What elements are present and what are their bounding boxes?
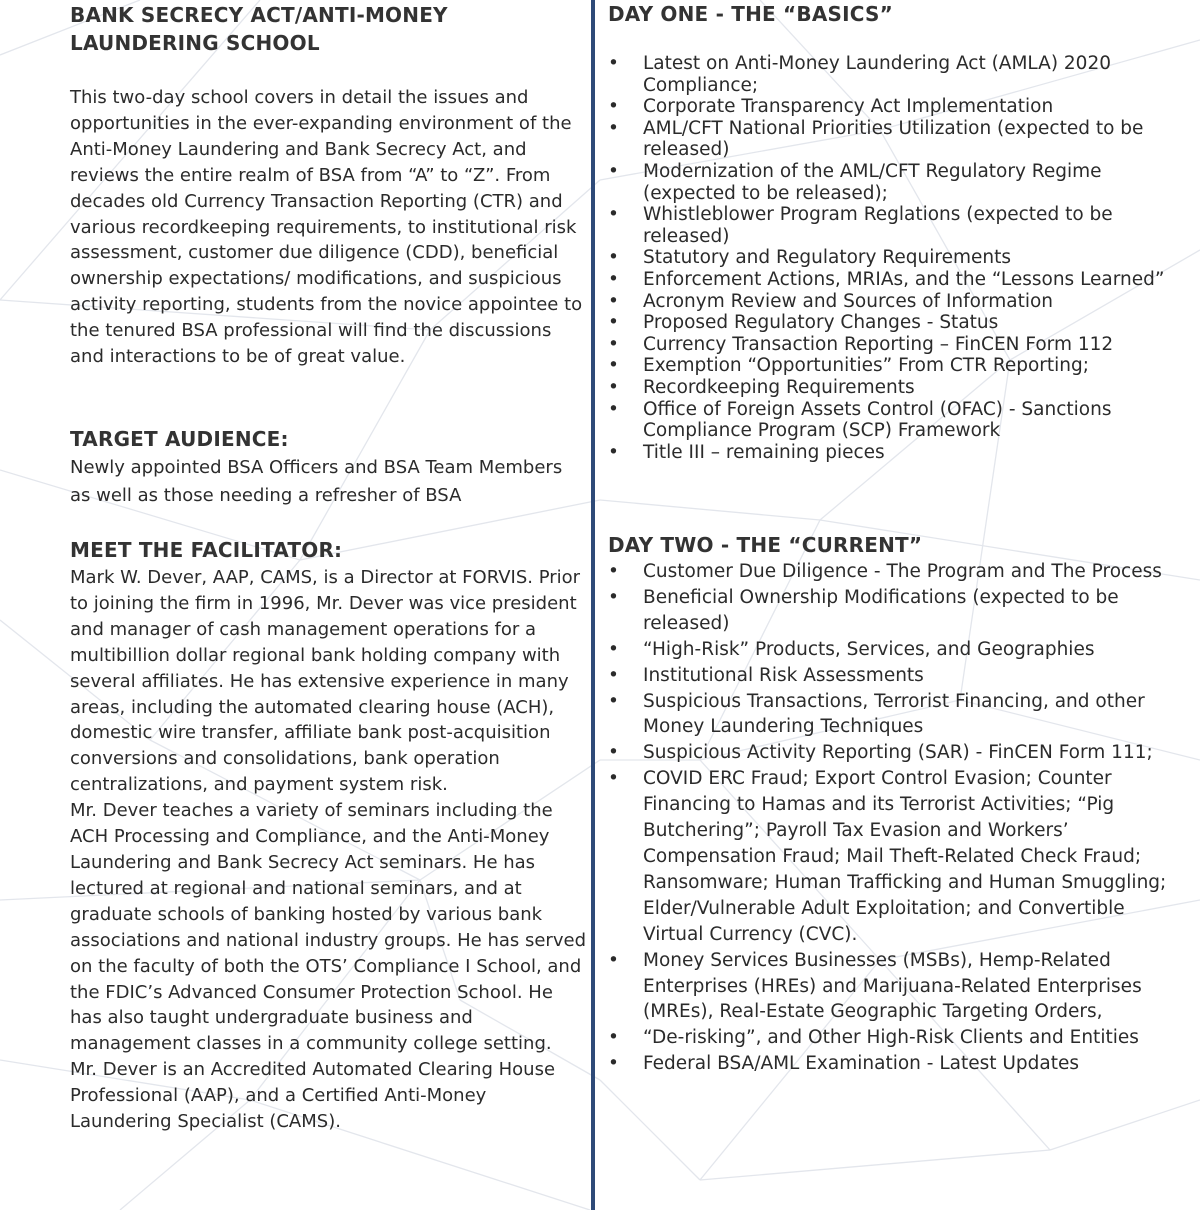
list-item-text: Title III – remaining pieces (643, 441, 885, 463)
bullet-icon: • (608, 247, 619, 269)
facilitator-paragraph-2: Mr. Dever teaches a variety of seminars including the ACH Processing and Compliance, and the Anti-Money Laundering and Bank Secrecy Act seminars. He has lectured at regional and national seminars, and at graduate schools of banking hosted by various bank associations and national industry groups. He has served on the faculty of both the OTS’ Compliance I School, and the FDIC’s Advanced Consumer Protection School. He has also taught undergraduate business and management classes in a community college setting. (70, 800, 586, 1055)
list-item-text: Statutory and Regulatory Requirements (643, 247, 1011, 269)
list-item (608, 291, 1168, 313)
list-item-text: Recordkeeping Requirements (643, 376, 915, 398)
list-item-text: COVID ERC Fraud; Export Control Evasion; Counter Financing to Hamas and its Terrorist Activities; “Pig Butchering”; Payroll Tax Evasion and Workers’ Compensation Fraud; Mail Theft-Related Check Fraud; Ransomware; Human Trafficking and Human Smuggling; Elder/Vulnerable Adult Exploitation; and Convertible Virtual Currency (CVC). (643, 768, 1167, 945)
list-item-text: Modernization of the AML/CFT Regulatory Regime (expected to be released); (643, 160, 1102, 204)
bullet-icon: • (608, 949, 619, 971)
list-item-text: Currency Transaction Reporting – FinCEN Form 112 (643, 333, 1114, 355)
list-item (608, 334, 1168, 356)
day-two-list (608, 559, 1168, 1077)
list-item (608, 247, 1168, 269)
list-item-text: Enforcement Actions, MRIAs, and the “Lessons Learned” (643, 268, 1165, 290)
column-divider (591, 0, 595, 1210)
bullet-icon: • (608, 561, 619, 582)
list-item-text: Whistleblower Program Reglations (expected to be released) (643, 204, 1113, 247)
list-item-text: Acronym Review and Sources of Information (643, 290, 1054, 312)
day-one-list (608, 53, 1168, 463)
list-item-text: AML/CFT National Priorities Utilization (expected to be released) (643, 117, 1144, 161)
list-item (608, 312, 1168, 334)
facilitator-bio (70, 565, 586, 1135)
list-item (608, 585, 1168, 637)
facilitator-heading: MEET THE FACILITATOR: (70, 538, 343, 562)
list-item-text: Suspicious Transactions, Terrorist Financing, and other Money Laundering Techniques (643, 690, 1145, 738)
day-one-heading: DAY ONE - THE “BASICS” (608, 2, 893, 26)
day-two-heading: DAY TWO - THE “CURRENT” (608, 533, 923, 557)
bullet-icon: • (608, 586, 619, 608)
bullet-icon: • (608, 690, 619, 712)
facilitator-paragraph-1: Mark W. Dever, AAP, CAMS, is a Director at FORVIS. Prior to joining the firm in 1996, Mr. Dever was vice president and manager of cash management operations for a multibillion dollar regional bank holding company with several affiliates. He has extensive experience in many areas, including the automated clearing house (ACH), domestic wire transfer, affiliate bank post-acquisition conversions and consolidations, bank operation centralizations, and payment system risk. (70, 567, 581, 796)
list-item-text: Corporate Transparency Act Implementation (643, 96, 1054, 118)
bullet-icon: • (608, 160, 619, 182)
list-item (608, 96, 1168, 118)
list-item (608, 637, 1168, 663)
list-item-text: Beneficial Ownership Modifications (expected to be released) (643, 586, 1119, 634)
bullet-icon: • (608, 441, 619, 463)
facilitator-paragraph-3: Mr. Dever is an Accredited Automated Clearing House Professional (AAP), and a Certified Anti-Money Laundering Specialist (CAMS). (70, 1059, 556, 1133)
target-audience-heading: TARGET AUDIENCE: (70, 427, 289, 451)
bullet-icon: • (608, 312, 619, 334)
list-item-text: Proposed Regulatory Changes - Status (643, 312, 999, 334)
list-item-text: “De-risking”, and Other High-Risk Clients and Entities (643, 1027, 1139, 1049)
list-item (608, 204, 1168, 247)
list-item (608, 948, 1168, 1026)
bullet-icon: • (608, 333, 619, 355)
bullet-icon: • (608, 355, 619, 377)
school-title: BANK SECRECY ACT/ANTI-MONEY LAUNDERING SCHOOL (70, 3, 448, 55)
bullet-icon: • (608, 53, 619, 74)
list-item (608, 689, 1168, 741)
list-item-text: Federal BSA/AML Examination - Latest Updates (643, 1053, 1080, 1075)
list-item-text: Suspicious Activity Reporting (SAR) - FinCEN Form 111; (643, 742, 1153, 764)
bullet-icon: • (608, 638, 619, 660)
list-item (608, 559, 1168, 585)
list-item (608, 663, 1168, 689)
list-item (608, 766, 1168, 947)
bullet-icon: • (608, 768, 619, 790)
bullet-icon: • (608, 664, 619, 686)
list-item (608, 118, 1168, 161)
bullet-icon: • (608, 398, 619, 420)
list-item (608, 161, 1168, 204)
list-item-text: Customer Due Diligence - The Program and The Process (643, 561, 1162, 582)
bullet-icon: • (608, 96, 619, 118)
bullet-icon: • (608, 742, 619, 764)
bullet-icon: • (608, 204, 619, 226)
list-item (608, 442, 1168, 464)
list-item-text: Latest on Anti-Money Laundering Act (AMLA) 2020 Compliance; (643, 53, 1111, 96)
list-item (608, 377, 1168, 399)
list-item (608, 399, 1168, 442)
list-item-text: Exemption “Opportunities” From CTR Reporting; (643, 355, 1089, 377)
bullet-icon: • (608, 1027, 619, 1049)
bullet-icon: • (608, 290, 619, 312)
list-item (608, 355, 1168, 377)
list-item-text: Institutional Risk Assessments (643, 664, 924, 686)
list-item (608, 53, 1168, 96)
bullet-icon: • (608, 117, 619, 139)
intro-paragraph: This two-day school covers in detail the issues and opportunities in the ever-expanding environment of the Anti-Money Laundering and Bank Secrecy Act, and reviews the entire realm of BSA from “A” to “Z”. From decades old Currency Transaction Reporting (CTR) and various recordkeeping requirements, to institutional risk assessment, customer due diligence (CDD), beneficial ownership expectations/ modifications, and suspicious activity reporting, students from the novice appointee to the tenured BSA professional will find the discussions and interactions to be of great value. (70, 87, 583, 368)
list-item (608, 269, 1168, 291)
list-item-text: “High-Risk” Products, Services, and Geographies (643, 638, 1095, 660)
list-item-text: Office of Foreign Assets Control (OFAC) - Sanctions Compliance Program (SCP) Framework (643, 398, 1112, 442)
bullet-icon: • (608, 376, 619, 398)
list-item (608, 1051, 1168, 1077)
list-item (608, 740, 1168, 766)
target-audience-text: Newly appointed BSA Officers and BSA Team Members as well as those needing a refresher of BSA (70, 457, 563, 506)
bullet-icon: • (608, 1053, 619, 1075)
bullet-icon: • (608, 268, 619, 290)
list-item (608, 1025, 1168, 1051)
list-item-text: Money Services Businesses (MSBs), Hemp-Related Enterprises (HREs) and Marijuana-Related Enterprises (MREs), Real-Estate Geographic Targeting Orders, (643, 949, 1142, 1023)
